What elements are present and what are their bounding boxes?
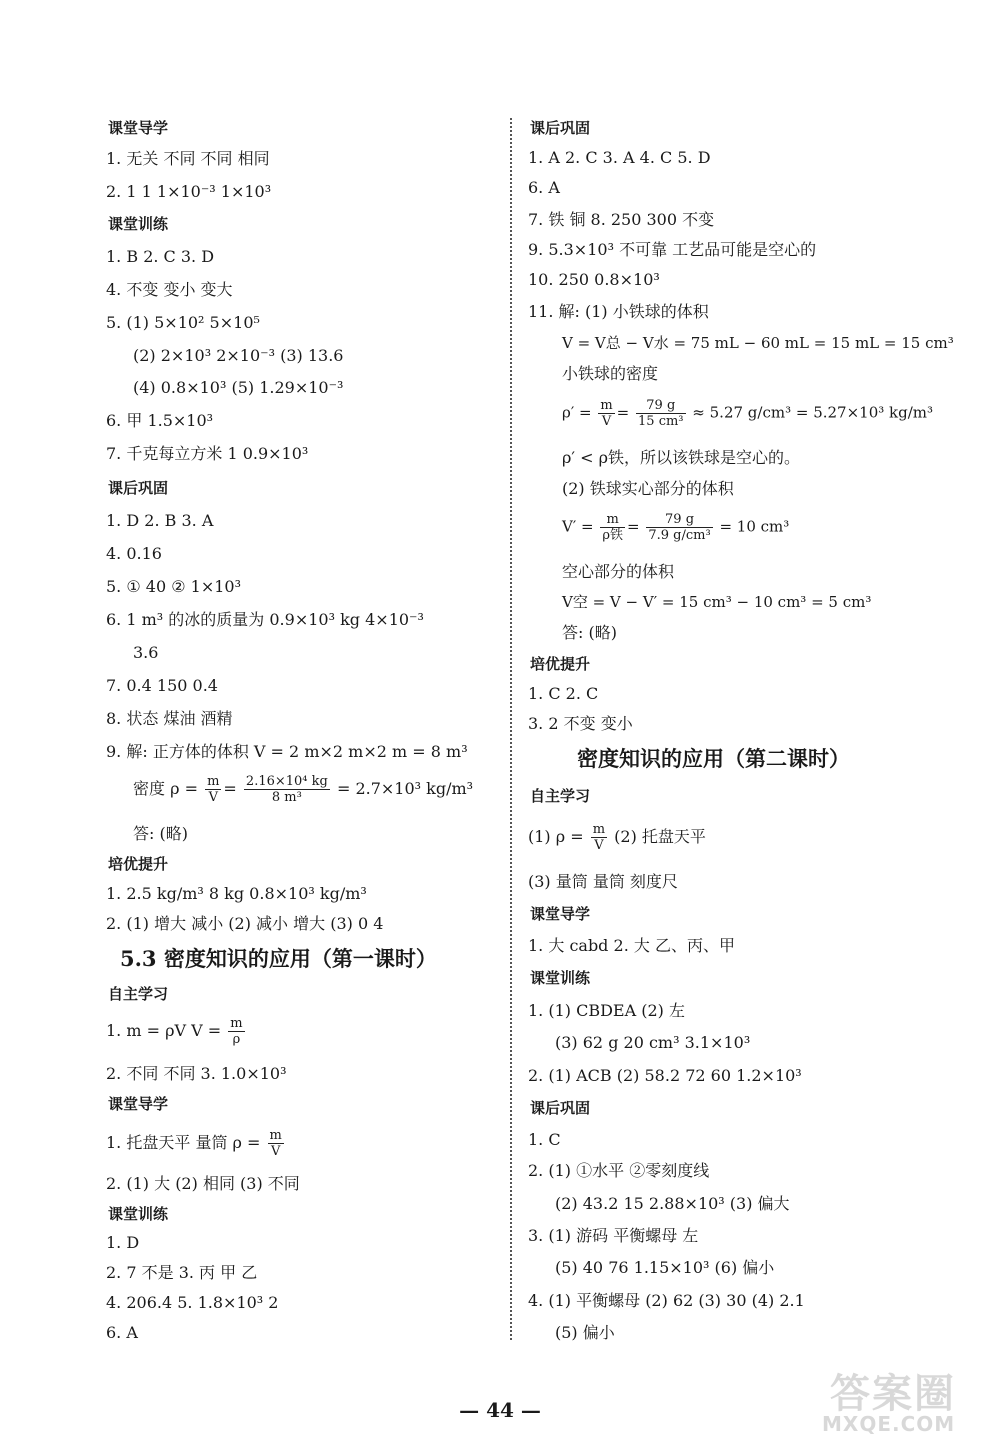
formula-prefix: 1. 托盘天平 量筒 ρ = (106, 1133, 261, 1152)
answer-line: 4. 不变 变小 变大 (106, 280, 233, 299)
answer-line: 9. 5.3×10³ 不可靠 工艺品可能是空心的 (528, 240, 817, 259)
numerator: m (207, 774, 220, 789)
answer-line: 1. C 2. C (528, 684, 599, 703)
formula-suffix: = 10 cm³ (719, 517, 790, 536)
section-heading: 自主学习 (108, 985, 169, 1003)
answer-line: 2. (1) 增大 减小 (2) 减小 增大 (3) 0 4 (106, 914, 384, 933)
numerator: m (592, 822, 606, 837)
chapter-heading: 5.3 密度知识的应用（第一课时） (120, 946, 437, 971)
answer-line: 1. 无关 不同 不同 相同 (106, 149, 270, 168)
denominator: ρ铁 (602, 528, 624, 543)
answer-line: (4) 0.8×10³ (5) 1.29×10⁻³ (133, 378, 344, 397)
section-heading: 自主学习 (530, 787, 591, 805)
answer-line: (5) 偏小 (555, 1323, 615, 1342)
formula-line (106, 1128, 286, 1159)
fraction (268, 1128, 284, 1159)
section-heading: 课堂训练 (530, 969, 591, 987)
fraction (205, 774, 221, 805)
formula-line: V′ = $\frac{m}{\text{ρ铁}}$ = $\frac{79 g}{\text{7.9 g/cm³}}$ = 10 cm³ (562, 512, 790, 543)
chapter-heading: 密度知识的应用（第二课时） (577, 746, 850, 771)
denominator: 15 cm³ (638, 414, 684, 429)
answer-line: 1. B 2. C 3. D (106, 247, 215, 266)
fraction (598, 398, 614, 429)
answer-line: 2. 7 不是 3. 丙 甲 乙 (106, 1263, 258, 1282)
answer-line: 3. 2 不变 变小 (528, 714, 633, 733)
answer-line: 1. A 2. C 3. A 4. C 5. D (528, 148, 711, 167)
denominator: ρ (232, 1032, 241, 1047)
answer-line: 6. 1 m³ 的冰的质量为 0.9×10³ kg 4×10⁻³ (106, 610, 424, 629)
answer-line: 1. (1) CBDEA (2) 左 (528, 1001, 686, 1020)
answer-line: 1. 2.5 kg/m³ 8 kg 0.8×10³ kg/m³ (106, 884, 367, 903)
answer-line: 4. 0.16 (106, 544, 162, 563)
answer-line: 8. 状态 煤油 酒精 (106, 709, 233, 728)
numerator: m (600, 398, 613, 413)
section-heading: 课堂训练 (108, 1205, 169, 1223)
answer-line: 11. 解: (1) 小铁球的体积 (528, 302, 709, 321)
answer-line: 2. (1) ①水平 ②零刻度线 (528, 1161, 710, 1180)
section-heading: 课后巩固 (530, 119, 591, 137)
numerator: 2.16×10⁴ kg (245, 774, 328, 789)
fraction (636, 398, 686, 429)
formula-prefix: ρ′ = (562, 403, 592, 422)
answer-line: 5. (1) 5×10² 5×10⁵ (106, 313, 260, 332)
section-heading: 课后巩固 (108, 479, 169, 497)
formula-line (528, 822, 706, 853)
answer-line: 小铁球的密度 (562, 364, 659, 383)
denominator: V (208, 790, 218, 805)
denominator: V (601, 414, 612, 429)
formula-prefix: 密度 ρ = (133, 779, 198, 798)
answer-line: 2. (1) 大 (2) 相同 (3) 不同 (106, 1174, 300, 1193)
answer-line: (2) 铁球实心部分的体积 (562, 479, 734, 498)
formula-line: 密度 ρ = $\frac{m}{V}$ = $\frac{\text{2.16×10⁴ kg}}{\text{8 m³}}$ = 2.7×10³ kg/m³ (133, 774, 474, 805)
column-divider (510, 118, 512, 1340)
answer-line: 空心部分的体积 (562, 562, 675, 581)
answer-line: (5) 40 76 1.15×10³ (6) 偏小 (555, 1258, 775, 1277)
numerator: m (230, 1016, 243, 1031)
answer-line: 4. 206.4 5. 1.8×10³ 2 (106, 1293, 279, 1312)
answer-line: 1. C (528, 1130, 561, 1149)
answer-line: 2. (1) ACB (2) 58.2 72 60 1.2×10³ (528, 1066, 802, 1085)
formula-line: ρ′ = $\frac{m}{V}$ = $\frac{79 g}{\text{15 cm³}}$ ≈ 5.27 g/cm³ = 5.27×10³ kg/m³ (562, 398, 934, 429)
answer-line: 1. D (106, 1233, 140, 1252)
formula-suffix: ≈ 5.27 g/cm³ = 5.27×10³ kg/m³ (692, 403, 934, 422)
answer-line: 7. 铁 铜 8. 250 300 不变 (528, 210, 715, 229)
section-heading: 课后巩固 (530, 1099, 591, 1117)
watermark-bottom: MXQE.COM (822, 1412, 956, 1436)
answer-line: 6. A (528, 178, 560, 197)
answer-line: 1. 大 cabd 2. 大 乙、丙、甲 (528, 936, 735, 955)
answer-line: 7. 0.4 150 0.4 (106, 676, 218, 695)
numerator: m (269, 1128, 282, 1143)
formula-suffix: (2) 托盘天平 (614, 827, 706, 846)
answer-line: 9. 解: 正方体的体积 V = 2 m×2 m×2 m = 8 m³ (106, 742, 468, 761)
numerator: 79 g (646, 512, 712, 528)
formula-line (106, 1016, 247, 1047)
numerator: m (600, 512, 625, 528)
answer-line: 5. ① 40 ② 1×10³ (106, 577, 242, 596)
answer-line: (2) 2×10³ 2×10⁻³ (3) 13.6 (133, 346, 344, 365)
denominator: V (594, 838, 604, 853)
answer-line: 6. 甲 1.5×10³ (106, 411, 214, 430)
answer-line: 4. (1) 平衡螺母 (2) 62 (3) 30 (4) 2.1 (528, 1291, 805, 1310)
answer-line: 答: (略) (133, 824, 188, 843)
answer-line: 10. 250 0.8×10³ (528, 270, 660, 289)
section-heading: 培优提升 (108, 855, 169, 873)
numerator: 79 g (636, 398, 686, 414)
formula-prefix: (1) ρ = (528, 827, 584, 846)
fraction (591, 822, 607, 853)
watermark-top: 答案圈 (830, 1371, 956, 1417)
answer-line: 答: (略) (562, 623, 617, 642)
fraction (244, 774, 330, 805)
watermark-logo (820, 1362, 990, 1436)
formula-prefix: 1. m = ρV V = (106, 1021, 222, 1040)
answer-line: (3) 量筒 量筒 刻度尺 (528, 872, 678, 891)
denominator: V (271, 1144, 281, 1159)
fraction (646, 512, 712, 543)
fraction (600, 512, 625, 543)
section-heading: 课堂导学 (108, 1095, 169, 1113)
answer-line: 2. 不同 不同 3. 1.0×10³ (106, 1064, 287, 1083)
answer-line: V空 = V − V′ = 15 cm³ − 10 cm³ = 5 cm³ (562, 593, 872, 611)
page-number: — 44 — (459, 1398, 541, 1422)
answer-line: 2. 1 1 1×10⁻³ 1×10³ (106, 182, 272, 201)
answer-line: ρ′ < ρ铁，所以该铁球是空心的。 (562, 448, 801, 467)
section-heading: 课堂导学 (530, 905, 591, 923)
answer-line: (3) 62 g 20 cm³ 3.1×10³ (555, 1033, 751, 1052)
section-heading: 课堂训练 (108, 215, 169, 233)
section-heading: 培优提升 (530, 655, 591, 673)
formula-suffix: = 2.7×10³ kg/m³ (336, 779, 474, 798)
answer-line: 3. (1) 游码 平衡螺母 左 (528, 1226, 699, 1245)
fraction (228, 1016, 244, 1047)
answer-line: (2) 43.2 15 2.88×10³ (3) 偏大 (555, 1194, 790, 1213)
answer-line: 1. D 2. B 3. A (106, 511, 214, 530)
answer-line: 3.6 (133, 643, 159, 662)
answer-line: 7. 千克每立方米 1 0.9×10³ (106, 444, 309, 463)
answer-line: 6. A (106, 1323, 138, 1342)
denominator: 8 m³ (271, 790, 302, 805)
section-heading: 课堂导学 (108, 119, 169, 137)
formula-prefix: V′ = (562, 517, 594, 536)
answer-line: V = V总 − V水 = 75 mL − 60 mL = 15 mL = 15 cm³ (562, 334, 954, 352)
denominator: 7.9 g/cm³ (648, 528, 711, 543)
